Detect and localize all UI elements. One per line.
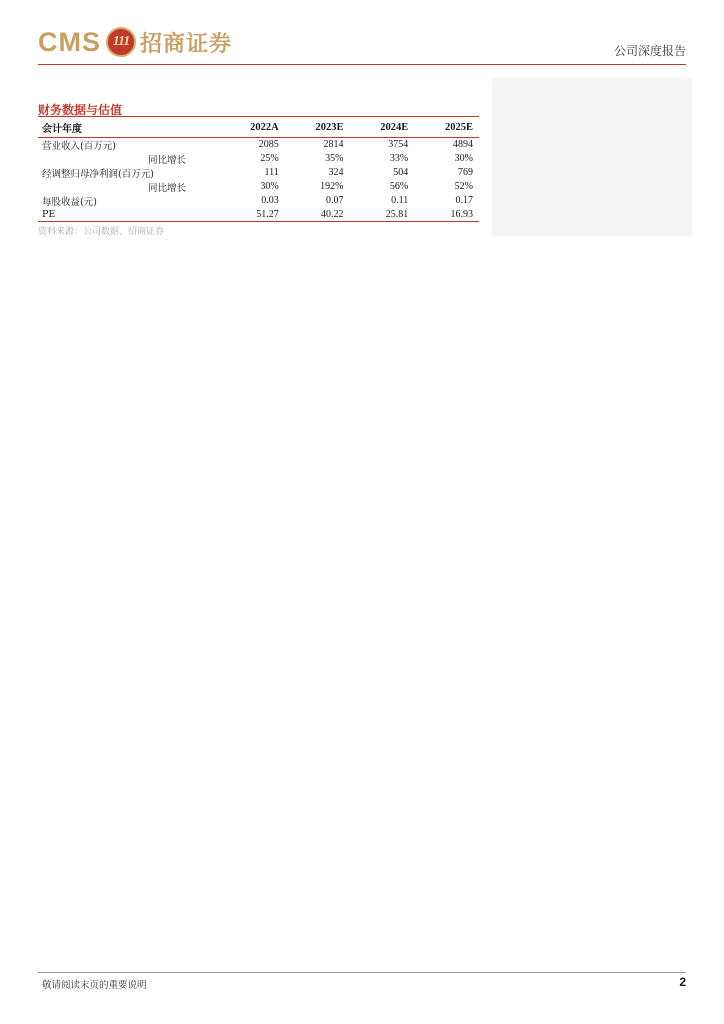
table-cell: 52% — [454, 181, 473, 193]
table-cell: 2085 — [258, 139, 279, 151]
cms-logo — [38, 26, 232, 58]
table-row-revenue — [38, 138, 479, 152]
table-cell: 0.07 — [326, 195, 344, 206]
footer-divider — [38, 972, 686, 973]
table-row-eps — [38, 194, 479, 208]
table-row-adjusted-net-profit — [38, 166, 479, 180]
table-cell: 324 — [328, 167, 344, 179]
page-header — [38, 24, 686, 66]
table-cell: 25.81 — [385, 208, 409, 220]
column-header-2022a: 2022A — [250, 121, 279, 133]
table-cell: 0.03 — [261, 195, 279, 206]
disclaimer-note: 敬请阅读末页的重要说明 — [42, 980, 147, 991]
table-cell: 504 — [393, 167, 409, 179]
logo-chinese-text: 招商证券 — [140, 31, 233, 57]
row-label: 营业收入(百万元) — [42, 140, 116, 152]
table-cell: 40.22 — [321, 208, 344, 220]
row-label: PE — [42, 208, 56, 220]
table-row-profit-growth — [38, 180, 479, 194]
data-source-note: 资料来源：公司数据、招商证券 — [38, 227, 165, 237]
table-cell: 3754 — [388, 139, 409, 151]
table-header-row — [38, 117, 479, 138]
table-cell: 0.11 — [391, 195, 409, 206]
report-type-label: 公司深度报告 — [613, 44, 686, 58]
header-divider — [38, 64, 686, 65]
table-cell: 111 — [264, 167, 279, 179]
table-cell: 769 — [458, 167, 473, 179]
column-header-2025e: 2025E — [444, 121, 473, 133]
table-cell: 4894 — [453, 139, 473, 151]
table-cell: 0.17 — [455, 195, 473, 206]
row-label: 同比增长 — [148, 154, 187, 166]
table-row-revenue-growth — [38, 152, 479, 166]
logo-latin-text: CMS — [38, 26, 101, 57]
section-title: 财务数据与估值 — [38, 103, 123, 117]
table-cell: 56% — [389, 181, 409, 193]
column-header-2024e: 2024E — [380, 121, 409, 133]
table-cell: 30% — [260, 181, 279, 193]
logo-seal-icon: 111 — [106, 27, 136, 57]
column-header-label: 会计年度 — [42, 123, 82, 135]
row-label: 经调整归母净利润(百万元) — [42, 168, 154, 180]
financial-table — [38, 116, 479, 222]
table-cell: 51.27 — [256, 208, 279, 220]
row-label: 同比增长 — [148, 182, 187, 194]
side-panel — [492, 78, 692, 236]
row-label: 每股收益(元) — [42, 196, 97, 208]
column-header-2023e: 2023E — [315, 121, 344, 133]
page-number: 2 — [679, 975, 686, 989]
table-cell: 33% — [389, 153, 409, 165]
table-cell: 25% — [260, 153, 279, 165]
table-cell: 30% — [454, 153, 473, 165]
table-row-pe — [38, 207, 479, 221]
table-cell: 35% — [325, 153, 344, 165]
table-cell: 192% — [320, 181, 344, 193]
table-cell: 16.93 — [450, 208, 473, 220]
table-cell: 2814 — [323, 139, 344, 151]
